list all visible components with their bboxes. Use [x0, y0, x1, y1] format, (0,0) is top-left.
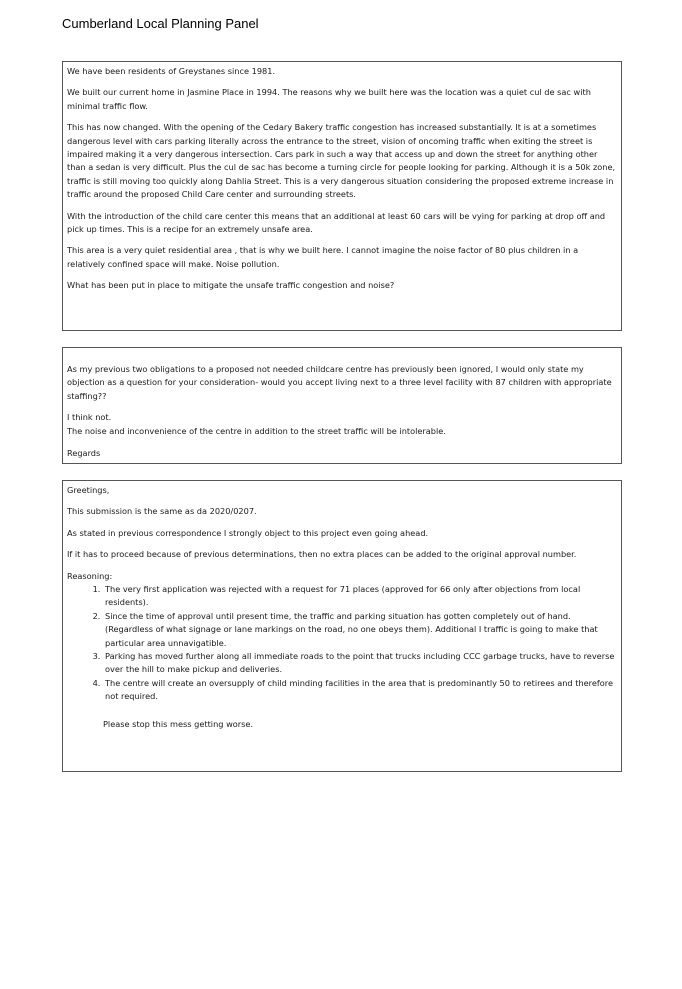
- submission-3-paragraph: As stated in previous correspondence I strongly object to this project even going ahead.: [67, 527, 429, 538]
- submission-1-paragraph: With the introduction of the child care center this means that an additional at least 60 cars will be vying for parking at drop off and pick up times. This is a recipe for an extremely unsafe area.: [67, 210, 606, 235]
- submission-1-paragraph: What has been put in place to mitigate the unsafe traffic congestion and noise?: [67, 280, 395, 291]
- reason-item: 3. Parking has moved further along all immediate roads to the point that trucks including CCC garbage trucks, have to reverse over the hill to make pickup and deliveries.: [103, 650, 617, 677]
- submission-1-paragraph: We built our current home in Jasmine Place in 1994. The reasons why we built here was the location was a quiet cul de sac with minimal traffic flow.: [67, 87, 591, 111]
- submission-1-paragraph: This area is a very quiet residential area , that is why we built here. I cannot imagine the noise factor of 80 plus children in a relatively confined space will make. Noise pollution.: [67, 245, 579, 269]
- submission-box-3: [62, 480, 622, 772]
- submission-2-line: I think not.: [67, 412, 112, 423]
- reason-item: 4. The centre will create an oversupply of child minding facilities in the area that is predominantly 50 to retirees and therefore not required.: [103, 677, 617, 704]
- submission-2-cut-off-signoff: Regards: [67, 448, 101, 459]
- reasons-list: [67, 583, 617, 704]
- submission-2-line: The noise and inconvenience of the centre in addition to the street traffic will be intolerable.: [67, 425, 446, 436]
- reasoning-label: Reasoning:: [67, 570, 113, 581]
- page-header-title: Cumberland Local Planning Panel: [62, 16, 259, 31]
- reason-item: 2. Since the time of approval until present time, the traffic and parking situation has gotten completely out of hand. (Regardless of what signage or lane markings on the road, no one obeys them). Additional I traffic is going to make that particular area unnavigatible.: [103, 610, 617, 650]
- submission-3-paragraph: This submission is the same as da 2020/0207.: [67, 506, 257, 517]
- submission-2-paragraph: As my previous two obligations to a proposed not needed childcare centre has previously been ignored, I would only state my objection as a question for your consideration- would you accept living next to a three level facility with 87 children with appropriate staffing??: [67, 364, 612, 401]
- submission-3-greeting: Greetings,: [67, 485, 110, 495]
- submission-3-paragraph: If it has to proceed because of previous determinations, then no extra places can be added to the original approval number.: [67, 549, 577, 560]
- submission-1-paragraph: We have been residents of Greystanes since 1981.: [67, 66, 276, 76]
- submission-box-2: [62, 347, 622, 464]
- submission-1-paragraph: This has now changed. With the opening of the Cedary Bakery traffic congestion has increased substantially. It is at a sometimes dangerous level with cars parking literally across the entrance to the street, vision of oncoming traffic when exiting the street is impaired making it a very dangerous intersection. Cars park in such a way that access up and down the street for anything other than a sedan is very difficult. Plus the cul de sac has become a turning circle for people looking for parking. Although it is a 50k zone, traffic is still moving too quickly along Dahlia Street. This is a very dangerous situation considering the proposed extreme increase in traffic around the proposed Child Care center and surrounding streets.: [67, 122, 616, 200]
- submission-3-closing: Please stop this mess getting worse.: [103, 718, 254, 729]
- submission-box-1: [62, 61, 622, 331]
- reason-item: 1. The very first application was rejected with a request for 71 places (approved for 66 only after objections from local residents).: [103, 583, 617, 610]
